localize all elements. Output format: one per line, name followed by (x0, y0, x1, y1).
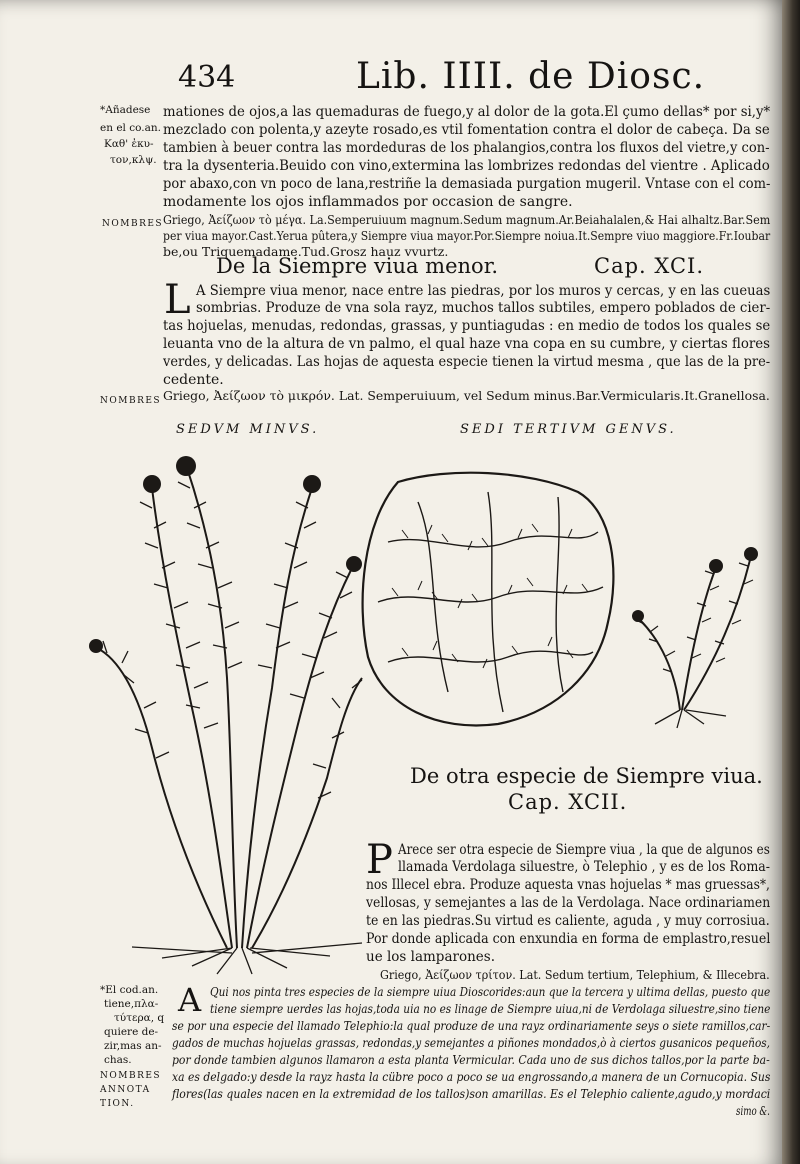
text-line: flores(las quales nacen en la extremidad de los tallos)son amarillas. Es el Telephio caliente,agudo,y mordaci (172, 1086, 771, 1101)
margin-note: *El cod.an. (100, 984, 159, 996)
text-line: tiene siempre uerdes las hojas,toda uia no es linage de Siempre uiua,ni de Verdolaga siluestre,sino tiene (210, 1001, 771, 1016)
nombres-line: Griego, Ἀείζωον τρίτον. Lat. Sedum tertium, Telephium, & Illecebra. (380, 967, 770, 982)
margin-note: zir,mas an- (104, 1040, 162, 1052)
text-line: por abaxo,con vn poco de lana,restriñe la demasiada purgation mugeril. Vntase con el com- (163, 176, 771, 192)
text-line: leuanta vno de la altura de vn palmo, el qual haze vna copa en su cumbre, y ciertas flores (163, 336, 771, 352)
text-line: tambien à beuer contra las mordeduras de los phalangios,contra los fluxos del vietre,y con- (163, 140, 770, 156)
woodcut-sedum-minus (82, 448, 372, 978)
margin-note: Καθ' ἐκυ- (104, 138, 154, 150)
nombres-label: NOMBRES (100, 1071, 162, 1081)
drop-cap: A (178, 981, 202, 1019)
caption-sedi-tertium: SEDI TERTIVM GENVS. (460, 422, 677, 437)
text-line: ue los lamparones. (366, 949, 495, 965)
nombres-label: NOMBRES (100, 396, 162, 406)
text-line: tas hojuelas, menudas, redondas, grassas, y puntiagudas : en medio de todos los quales se (163, 318, 771, 334)
nombres-line: be,ou Triquemadame.Tud.Grosz hauz vvurtz. (163, 244, 449, 259)
drop-cap: P (366, 837, 393, 883)
chapter-number: Cap. XCI. (594, 254, 705, 278)
margin-note: *Añadese (100, 104, 151, 116)
text-line: vellosas, y semejantes a las de la Verdolaga. Nace ordinariamen (366, 895, 771, 911)
text-line: modamente los ojos inflammados por occasion de sangre. (163, 194, 573, 210)
text-line: llamada Verdolaga siluestre, ò Telephio , y es de los Roma- (398, 859, 770, 875)
margin-note: chas. (104, 1054, 132, 1066)
margin-note: τον,κλψ. (110, 154, 157, 166)
text-line: cedente. (163, 372, 224, 388)
text-line: Arece ser otra especie de Siempre viua , la que de algunos es (398, 842, 770, 858)
woodcut-telephium (620, 500, 770, 730)
chapter-number: Cap. XCII. (508, 790, 628, 814)
nombres-label: NOMBRES (102, 219, 164, 229)
text-line: A Siempre viua menor, nace entre las piedras, por los muros y cercas, y en las cueuas (196, 283, 771, 299)
text-line: tra la dysenteria.Beuido con vino,extermina las lombrizes redondas del vientre . Aplicado (163, 158, 770, 174)
text-line: simo &. (736, 1103, 770, 1118)
margin-note: τύτερα, q (114, 1012, 165, 1024)
text-line: gados de muchas hojuelas grassas, redondas,y semejantes a piñones mondados,ò à ciertos gusanicos pequeños, (172, 1035, 771, 1050)
book-spine-edge (782, 0, 800, 1164)
nombres-line: Griego, Ἀείζωον τὸ μέγα. La.Semperuiuum magnum.Sedum magnum.Ar.Beiahalalen,& Hai alhaltz.Bar.Sem (163, 212, 771, 227)
annotation-label: TION. (100, 1099, 135, 1109)
margin-note: tiene,πλα- (104, 998, 159, 1010)
text-line: por donde tambien algunos llamaron a esta planta Vermicular. Cada uno de sus dichos tallos,por la parte ba- (172, 1052, 770, 1067)
text-line: xa es delgado:y desde la rayz hasta la cübre poco a poco se ua engrossando,a manera de un Cornucopia. Sus (172, 1069, 771, 1084)
drop-cap: L (164, 277, 191, 323)
annotation-label: ANNOTA (100, 1085, 151, 1095)
text-line: mationes de ojos,a las quemaduras de fuego,y al dolor de la gota.El çumo dellas* por si,y* (163, 104, 771, 120)
caption-sedum-minus: SEDVM MINVS. (176, 422, 320, 437)
text-line: se por una especie del llamado Telephio:la qual produze de una rayz ordinariamente seys o siete ramillos,car- (172, 1018, 771, 1033)
text-line: Qui nos pinta tres especies de la siempre uiua Dioscorides:aun que la tercera y ultima dellas, puesto que (210, 984, 771, 999)
text-line: verdes, y delicadas. Las hojas de aquesta especie tienen la virtud mesma , que las de la pre- (163, 354, 771, 370)
chapter-title: De otra especie de Siempre viua. (410, 764, 763, 788)
text-line: sombrias. Produze de vna sola rayz, muchos tallos subtiles, empero poblados de cier- (196, 300, 771, 316)
margin-note: en el co.an. (100, 122, 161, 134)
text-line: Por donde aplicada con enxundia en forma de emplastro,resuel (366, 931, 771, 947)
running-head: Lib. IIII. de Diosc. (356, 56, 706, 97)
nombres-line: Griego, Ἀείζωον τὸ μικρόν. Lat. Semperuiuum, vel Sedum minus.Bar.Vermicularis.It.Granellosa. (163, 388, 770, 403)
woodcut-sedi-tertium (358, 462, 628, 742)
margin-note: quiere de- (104, 1026, 159, 1038)
text-line: nos Illecel ebra. Produze aquesta vnas hojuelas * mas gruessas*, (366, 877, 770, 893)
nombres-line: per viua mayor.Cast.Yerua pûtera,y Siempre viua mayor.Por.Siempre noiua.It.Sempre viuo maggiore.Fr.Ioubar (163, 228, 771, 243)
chapter-title: De la Siempre viua menor. (216, 254, 499, 278)
text-line: mezclado con polenta,y azeyte rosado,es vtil fomentation contra el dolor de cabeça. Da se (163, 122, 770, 138)
text-line: te en las piedras.Su virtud es caliente, aguda , y muy corrosiua. (366, 913, 770, 929)
page-number: 434 (178, 60, 236, 95)
